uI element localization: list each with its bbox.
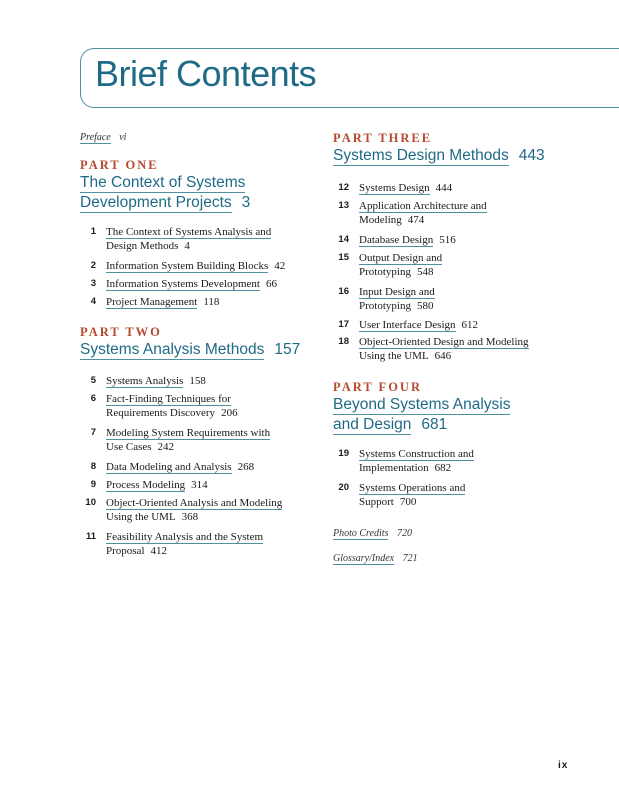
preface-page: vi	[119, 132, 127, 143]
chapter-page: 118	[203, 296, 220, 308]
chapter-1[interactable]	[80, 225, 320, 255]
chapter-title-line: Modeling System Requirements with	[106, 427, 271, 439]
chapter-4[interactable]	[80, 295, 320, 310]
chapter-9[interactable]	[80, 478, 320, 493]
chapter-page: 516	[439, 234, 456, 246]
chapter-page: 66	[265, 278, 277, 290]
chapter-title-line: Requirements Discovery	[106, 407, 216, 419]
chapter-number: 10	[85, 497, 96, 508]
chapter-page: 682	[434, 462, 452, 474]
part-three-label: PART THREE	[333, 131, 433, 145]
chapter-number: 12	[338, 182, 349, 193]
chapter-17[interactable]	[333, 318, 573, 333]
chapter-14[interactable]	[333, 233, 573, 248]
chapter-10[interactable]	[80, 496, 320, 526]
chapter-title-line: Systems Design	[359, 182, 430, 194]
chapter-page: 444	[435, 182, 453, 194]
chapter-title-line: User Interface Design	[359, 319, 456, 331]
chapter-16[interactable]	[333, 285, 573, 315]
chapter-title-line: Proposal	[106, 545, 145, 557]
part-title-line: Development Projects	[80, 194, 232, 211]
chapter-title-line: Using the UML	[106, 511, 176, 523]
chapter-page: 548	[416, 266, 434, 278]
part-two-page: 157	[274, 341, 301, 358]
chapter-number: 1	[90, 226, 96, 237]
chapter-number: 3	[90, 278, 96, 289]
chapter-title-line: Data Modeling and Analysis	[106, 461, 232, 473]
part-one-label: PART ONE	[80, 158, 159, 172]
chapter-title-line: The Context of Systems Analysis and	[106, 226, 272, 238]
chapter-page: 580	[416, 300, 434, 312]
chapter-title-line: Use Cases	[106, 441, 152, 453]
chapter-page: 206	[221, 407, 238, 419]
toc-entry-glossary-index[interactable]	[333, 553, 418, 564]
page-number: ix	[558, 760, 569, 771]
chapter-title-line: Information Systems Development	[106, 278, 260, 290]
chapter-title-line: Project Management	[106, 296, 198, 308]
chapter-title-line: Prototyping	[359, 300, 411, 312]
chapter-20[interactable]	[333, 481, 573, 511]
chapter-title-line: Modeling	[359, 214, 402, 226]
chapter-number: 18	[338, 336, 349, 347]
chapter-7[interactable]	[80, 426, 320, 456]
page-title: Brief Contents	[95, 53, 317, 94]
part-three-title[interactable]	[333, 146, 545, 166]
chapter-page: 646	[434, 350, 452, 362]
chapter-number: 6	[90, 393, 96, 404]
chapter-title-line: Feasibility Analysis and the System	[106, 531, 264, 543]
toc-entry-preface[interactable]	[80, 132, 126, 143]
chapter-11[interactable]	[80, 530, 320, 560]
chapter-number: 7	[90, 427, 96, 438]
chapter-number: 20	[338, 482, 349, 493]
chapter-title-line: Support	[359, 496, 394, 508]
part-title-line: and Design	[333, 416, 412, 433]
part-two-label: PART TWO	[80, 325, 162, 339]
chapter-title-line: Database Design	[359, 234, 434, 246]
chapter-19[interactable]	[333, 447, 573, 477]
chapter-15[interactable]	[333, 251, 573, 281]
part-one-page: 3	[241, 194, 251, 211]
chapter-number: 11	[85, 531, 96, 542]
photo-credits-page: 720	[396, 528, 412, 539]
chapter-number: 15	[338, 252, 349, 263]
glossary-index-page: 721	[402, 553, 418, 564]
chapter-13[interactable]	[333, 199, 573, 229]
chapter-page: 158	[189, 375, 206, 387]
chapter-page: 612	[461, 319, 479, 331]
chapter-page: 368	[181, 511, 199, 523]
chapter-title-line: Object-Oriented Design and Modeling	[359, 336, 529, 348]
chapter-page: 42	[274, 260, 286, 272]
chapter-number: 13	[338, 200, 349, 211]
toc-entry-photo-credits[interactable]	[333, 528, 412, 539]
chapter-page: 242	[157, 441, 175, 453]
chapter-number: 5	[90, 375, 96, 386]
part-four-page: 681	[421, 416, 448, 433]
glossary-index-label: Glossary/Index	[333, 553, 395, 564]
chapter-title-line: Input Design and	[359, 286, 435, 298]
chapter-18[interactable]	[333, 335, 573, 365]
chapter-5[interactable]	[80, 374, 320, 389]
part-title-line: Systems Design Methods	[333, 147, 509, 164]
part-one-title[interactable]	[80, 173, 250, 213]
part-title-line: Beyond Systems Analysis	[333, 396, 511, 413]
part-two-title[interactable]	[80, 340, 300, 360]
part-title-line: Systems Analysis Methods	[80, 341, 265, 358]
chapter-title-line: Using the UML	[359, 350, 429, 362]
part-title-line: The Context of Systems	[80, 174, 246, 191]
preface-label: Preface	[80, 132, 111, 143]
chapter-page: 474	[407, 214, 425, 226]
chapter-title-line: Prototyping	[359, 266, 411, 278]
chapter-title-line: Information System Building Blocks	[106, 260, 269, 272]
chapter-page: 268	[237, 461, 255, 473]
chapter-number: 16	[338, 286, 349, 297]
chapter-title-line: Fact-Finding Techniques for	[106, 393, 231, 405]
chapter-12[interactable]	[333, 181, 573, 196]
chapter-title-line: Implementation	[359, 462, 429, 474]
part-three-page: 443	[518, 147, 545, 164]
chapter-title-line: Systems Construction and	[359, 448, 474, 460]
chapter-number: 2	[90, 260, 96, 271]
chapter-page: 4	[184, 240, 190, 252]
chapter-title-line: Application Architecture and	[359, 200, 487, 212]
chapter-title-line: Design Methods	[106, 240, 179, 252]
title-frame	[80, 48, 619, 108]
chapter-number: 19	[338, 448, 349, 459]
chapter-8[interactable]	[80, 460, 320, 475]
photo-credits-label: Photo Credits	[333, 528, 389, 539]
chapter-title-line: Process Modeling	[106, 479, 186, 491]
part-four-label: PART FOUR	[333, 380, 422, 394]
chapter-title-line: Systems Analysis	[106, 375, 184, 387]
chapter-page: 314	[191, 479, 208, 491]
chapter-6[interactable]	[80, 392, 320, 422]
chapter-title-line: Object-Oriented Analysis and Modeling	[106, 497, 283, 509]
chapter-page: 412	[150, 545, 167, 557]
chapter-page: 700	[399, 496, 417, 508]
part-four-title[interactable]	[333, 395, 510, 435]
chapter-title-line: Systems Operations and	[359, 482, 466, 494]
chapter-number: 17	[338, 319, 349, 330]
chapter-number: 9	[90, 479, 96, 490]
chapter-title-line: Output Design and	[359, 252, 443, 264]
chapter-number: 8	[90, 461, 96, 472]
chapter-3[interactable]	[80, 277, 320, 292]
chapter-number: 14	[338, 234, 349, 245]
chapter-number: 4	[90, 296, 96, 307]
chapter-2[interactable]	[80, 259, 320, 274]
